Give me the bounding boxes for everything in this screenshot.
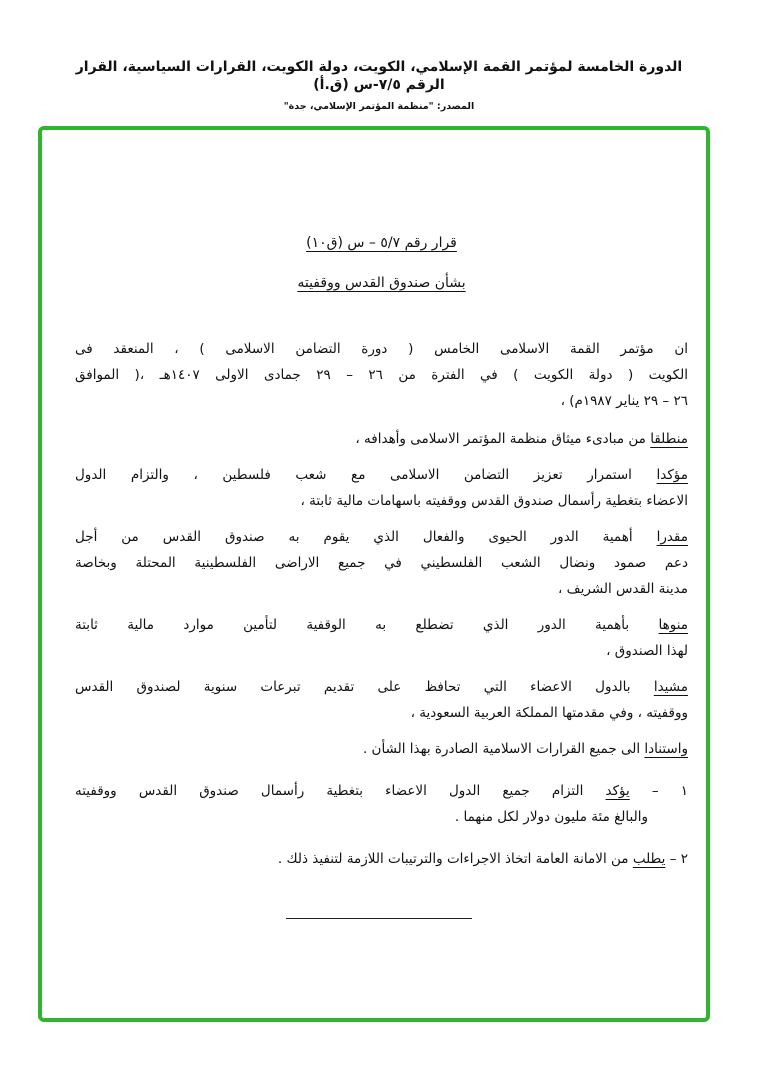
line-text: التزام جميع الدول الاعضاء بتغطية رأسمال صندوق القدس ووقفيته xyxy=(75,783,584,799)
line-text: ان مؤتمر القمة الاسلامى الخامس ( دورة التضامن الاسلامى ) ، المنعقد فى xyxy=(75,341,688,357)
lead-word: منطلقا xyxy=(650,431,688,447)
body-line xyxy=(75,846,688,872)
body-line xyxy=(75,426,688,452)
line-text: مدينة القدس الشريف ، xyxy=(558,581,688,597)
lead-word: منوها xyxy=(658,617,688,633)
line-text: دعم صمود ونضال الشعب الفلسطيني في جميع الاراضى الفلسطينية المحتلة وبخاصة xyxy=(75,555,688,571)
line-text: والبالغ مئة مليون دولار لكل منهما . xyxy=(454,809,648,825)
body-line xyxy=(75,674,688,700)
item-number: ٢ – xyxy=(669,851,688,867)
line-text: استمرار تعزيز التضامن الاسلامى مع شعب فلسطين ، والتزام الدول xyxy=(75,467,632,483)
body-line xyxy=(75,736,688,762)
lead-word: واستنادا xyxy=(644,741,688,757)
document-header xyxy=(60,58,698,113)
body-line xyxy=(75,804,648,830)
body-line xyxy=(75,700,688,726)
lead-word: مشيدا xyxy=(653,679,688,695)
line-text: الكويت ( دولة الكويت ) في الفترة من ٢٦ – ٢٩ جمادى الاولى ١٤٠٧هـ ،( الموافق xyxy=(75,367,688,383)
line-text: ٢٦ – ٢٩ يناير ١٩٨٧م) ، xyxy=(560,393,688,409)
lead-word: يؤكد xyxy=(605,783,630,799)
body-line xyxy=(75,336,688,362)
document-source: المصدر: "منظمة المؤتمر الإسلامي، جدة" xyxy=(283,101,475,112)
body-line xyxy=(75,362,688,388)
resolution-number xyxy=(75,232,688,254)
resolution-body xyxy=(75,232,688,919)
body-line xyxy=(75,462,688,488)
line-text: الاعضاء بتغطية رأسمال صندوق القدس ووقفيته باسهامات مالية ثابتة ، xyxy=(300,493,688,509)
resolution-number-text: قرار رقم ٥/٧ – س (ق١٠) xyxy=(306,235,457,251)
body-line xyxy=(75,576,688,602)
resolution-subject xyxy=(75,272,688,294)
closing-rule xyxy=(286,918,472,919)
body-line xyxy=(75,638,688,664)
body-line xyxy=(75,550,688,576)
resolution-subject-text: بشأن صندوق القدس ووقفيته xyxy=(297,275,466,291)
body-line xyxy=(75,778,688,804)
line-text: ووقفيته ، وفي مقدمتها المملكة العربية السعودية ، xyxy=(410,705,688,721)
body-line xyxy=(75,524,688,550)
body-line xyxy=(75,612,688,638)
line-text: لهذا الصندوق ، xyxy=(606,643,688,659)
line-text: من الامانة العامة اتخاذ الاجراءات والترتيبات اللازمة لتنفيذ ذلك . xyxy=(277,851,629,867)
line-text: بأهمية الدور الذي تضطلع به الوقفية لتأمين موارد مالية ثابتة xyxy=(75,617,630,633)
lead-word: مؤكدا xyxy=(656,467,689,483)
line-text: أهمية الدور الحيوى والفعال الذي يقوم به صندوق القدس من أجل xyxy=(75,529,633,545)
line-text: الى جميع القرارات الاسلامية الصادرة بهذا الشأن . xyxy=(362,741,641,757)
line-text: من مبادىء ميثاق منظمة المؤتمر الاسلامى وأهدافه ، xyxy=(355,431,646,447)
lead-word: مقدرا xyxy=(656,529,688,545)
item-number: ١ – xyxy=(651,783,689,799)
document-header-title: الدورة الخامسة لمؤتمر القمة الإسلامي، الكويت، دولة الكويت، القرارات السياسية، القرار الرقم ٧/٥-س (ق.أ) xyxy=(75,59,683,93)
body-line xyxy=(75,488,688,514)
body-line xyxy=(75,388,688,414)
line-text: بالدول الاعضاء التي تحافظ على تقديم تبرعات سنوية لصندوق القدس xyxy=(75,679,631,695)
lead-word: يطلب xyxy=(632,851,666,867)
